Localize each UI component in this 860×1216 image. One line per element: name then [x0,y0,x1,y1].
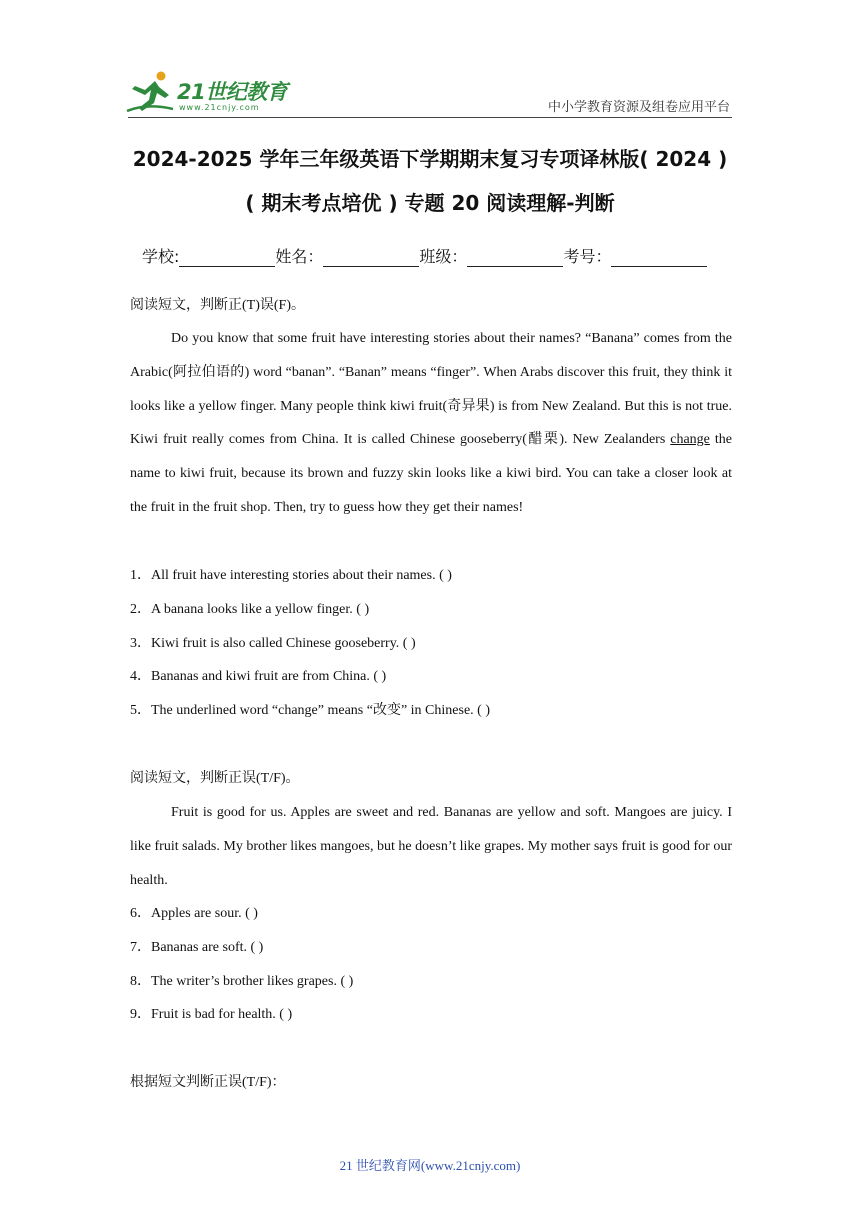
school-label: 学校: [142,247,180,266]
logo-url: www.21cnjy.com [179,103,260,112]
question-1: 1．All fruit have interesting stories about their names. ( ) [130,568,452,583]
section-3-instruction: 根据短文判断正误(T/F)： [130,1075,286,1090]
section-1-passage [130,322,732,525]
name-field [275,244,419,267]
name-blank[interactable] [323,248,419,267]
runner-logo-icon [125,70,177,114]
name-label: 姓名： [275,247,324,266]
logo-text: 21世纪教育 [177,80,288,104]
exam-number-label: 考号： [563,247,612,266]
question-6: 6．Apples are sour. ( ) [130,906,258,921]
section-2-instruction: 阅读短文，判断正误(T/F)。 [130,771,300,786]
student-info-row [142,244,707,267]
passage-1-text-b: the name to kiwi fruit, because its brown and fuzzy skin looks like a kiwi bird. You can take a closer look at the fruit in the fruit shop. Then, try to guess how they get their names! [130,432,732,515]
section-1-instruction: 阅读短文，判断正(T)误(F)。 [130,298,305,313]
header-divider [128,117,732,118]
question-4: 4．Bananas and kiwi fruit are from China. ( ) [130,669,387,684]
question-9: 9．Fruit is bad for health. ( ) [130,1007,293,1022]
question-7: 7．Bananas are soft. ( ) [130,940,264,955]
question-8: 8．The writer’s brother likes grapes. ( ) [130,974,354,989]
page-title-line-1: 2024-2025 学年三年级英语下学期期末复习专项译林版( 2024 ) [132,147,728,171]
section-2-passage: Fruit is good for us. Apples are sweet and red. Bananas are yellow and soft. Mangoes are juicy. I like fruit salads. My brother likes mangoes, but he doesn’t like grapes. My mother says fruit is good for our health. [130,805,732,888]
question-5: 5．The underlined word “change” means “改变” in Chinese. ( ) [130,703,490,718]
class-label: 班级： [419,247,468,266]
school-blank[interactable] [179,248,275,267]
footer-source[interactable]: 21 世纪教育网(www.21cnjy.com) [339,1158,521,1173]
class-field [419,244,563,267]
platform-label: 中小学教育资源及组卷应用平台 [547,100,730,115]
class-blank[interactable] [467,248,563,267]
exam-number-field [563,244,707,267]
exam-number-blank[interactable] [611,248,707,267]
logo [125,70,295,116]
page-title-line-2: ( 期末考点培优 ) 专题 20 阅读理解-判断 [245,191,615,215]
question-3: 3．Kiwi fruit is also called Chinese gooseberry. ( ) [130,636,416,651]
passage-1-text-a: Do you know that some fruit have interesting stories about their names? “Banana” comes from the Arabic(阿拉伯语的) word “banan”. “Banan” means “finger”. When Arabs discover this fruit, they think it looks like a yellow finger. Many people think kiwi fruit(奇异果) is from New Zealand. But this is not true. Kiwi fruit really comes from China. It is called Chinese gooseberry(醋栗). New Zealanders [130,331,732,448]
school-field [142,244,275,267]
question-2: 2．A banana looks like a yellow finger. ( ) [130,602,370,617]
underlined-word: change [670,432,710,448]
